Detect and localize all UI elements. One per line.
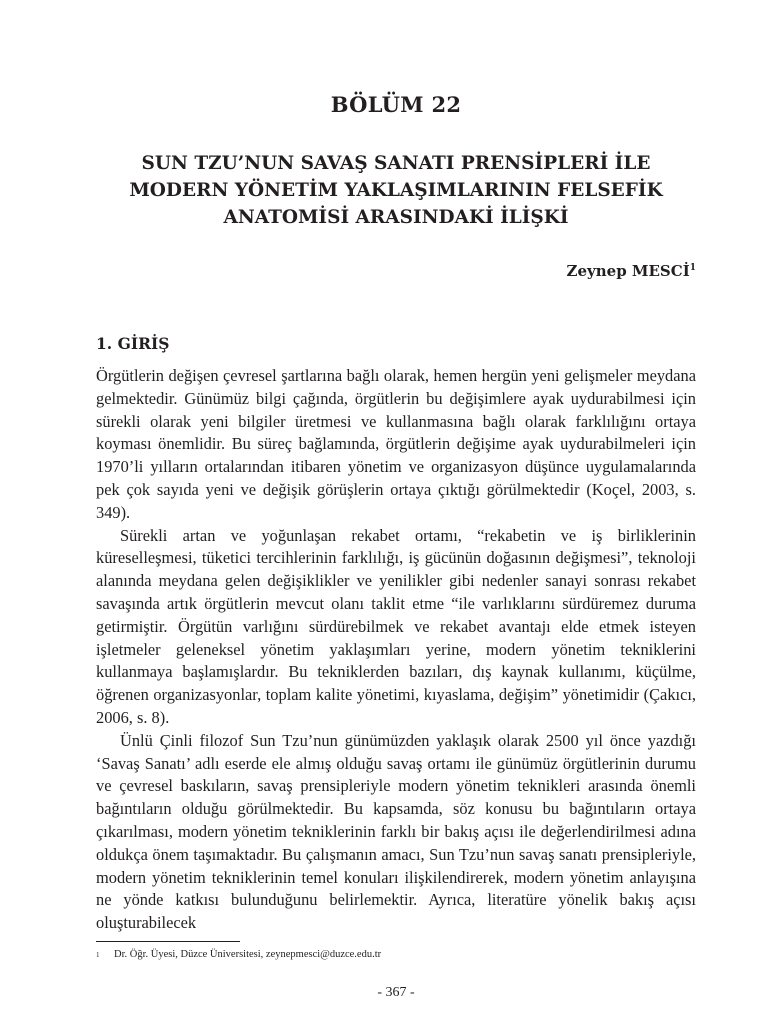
page-number: - 367 -: [377, 985, 415, 1000]
footnote-divider: [96, 941, 240, 942]
author-line: [567, 262, 696, 280]
title-line: SUN TZU’NUN SAVAŞ SANATI PRENSİPLERİ İLE: [141, 153, 651, 174]
paragraph: Sürekli artan ve yoğunlaşan rekabet ortamı, “rekabetin ve iş birliklerinin küreselleşmesi, tüketici tercihlerinin farklılığı, iş gücünün doğasının değişmesi”, teknoloji alanında meydana gelen değişiklikler ve yenilikler gibi nedenler sanayi sonrası rekabet savaşında artık örgütlerin mevcut olanı taklit etme “ile varlıklarını sürdüremez duruma getirmiştir. Örgütün varlığını sürdürebilmek ve rekabet avantajı elde etmek isteyen işletmeler geleneksel yönetim yaklaşımları yerine, modern yönetim tekniklerini kullanmaya başlamışlardır. Bu tekniklerden bazıları, dış kaynak kullanımı, küçülme, öğrenen organizasyonlar, toplam kalite yönetimi, kıyaslama, değişim” yönetimidir (Çakıcı, 2006, s. 8).: [96, 525, 696, 727]
author-name: Zeynep MESCİ: [566, 262, 690, 280]
section-heading: 1. GİRİŞ: [96, 334, 170, 353]
body-text: [96, 365, 696, 935]
title-line: MODERN YÖNETİM YAKLAŞIMLARININ FELSEFİK: [129, 180, 663, 201]
paragraph: Örgütlerin değişen çevresel şartlarına bağlı olarak, hemen hergün yeni gelişmeler meydana gelmektedir. Günümüz bilgi çağında, örgütlerin bu değişimlere ayak uydurabilmesi için sürekli olarak yeni bilgiler üretmesi ve kullanmasına bağlı olarak farklılığını ortaya koyması önemlidir. Bu süreç bağlamında, örgütlerin değişime ayak uydurabilmeleri için 1970’li yılların ortalarından itibaren yönetim ve organizasyon düşünce uygulamalarında pek çok sayıda yeni ve değişik görüşlerin ortaya çıktığı görülmektedir (Koçel, 2003, s. 349).: [96, 366, 696, 522]
paragraph: Ünlü Çinli filozof Sun Tzu’nun günümüzden yaklaşık olarak 2500 yıl önce yazdığı ‘Savaş Sanatı’ adlı eserde ele almış olduğu savaş ortamı ile günümüz örgütlerinin durumu ve çevresel baskıların, savaş prensipleriyle modern yönetim teknikleri arasında önemli bağıntıların olduğu görülmektedir. Bu kapsamda, söz konusu bu bağıntıların ortaya çıkarılması, modern yönetim tekniklerinin farklı bir bakış açısı ile değerlendirilmesi adına oldukça önem taşımaktadır. Bu çalışmanın amacı, Sun Tzu’nun savaş sanatı prensipleriyle, modern yönetim tekniklerinin temel konuları ilişkilendirerek, modern yönetim anlayışına ne yönde katkısı bulunduğunu belirlemektir. Ayrıca, literatüre yönelik bakış açısı oluşturabilecek: [96, 730, 696, 933]
footnote-text: Dr. Öğr. Üyesi, Düzce Üniversitesi, zeynepmesci@duzce.edu.tr: [114, 949, 382, 960]
chapter-heading: BÖLÜM 22: [330, 92, 462, 117]
document-page: [96, 0, 696, 1024]
footnote: [96, 948, 696, 962]
title-line: ANATOMİSİ ARASINDAKİ İLİŞKİ: [223, 207, 569, 228]
footnote-mark: 1: [96, 951, 100, 959]
chapter-title: [96, 150, 696, 231]
author-footnote-mark: 1: [689, 263, 696, 273]
